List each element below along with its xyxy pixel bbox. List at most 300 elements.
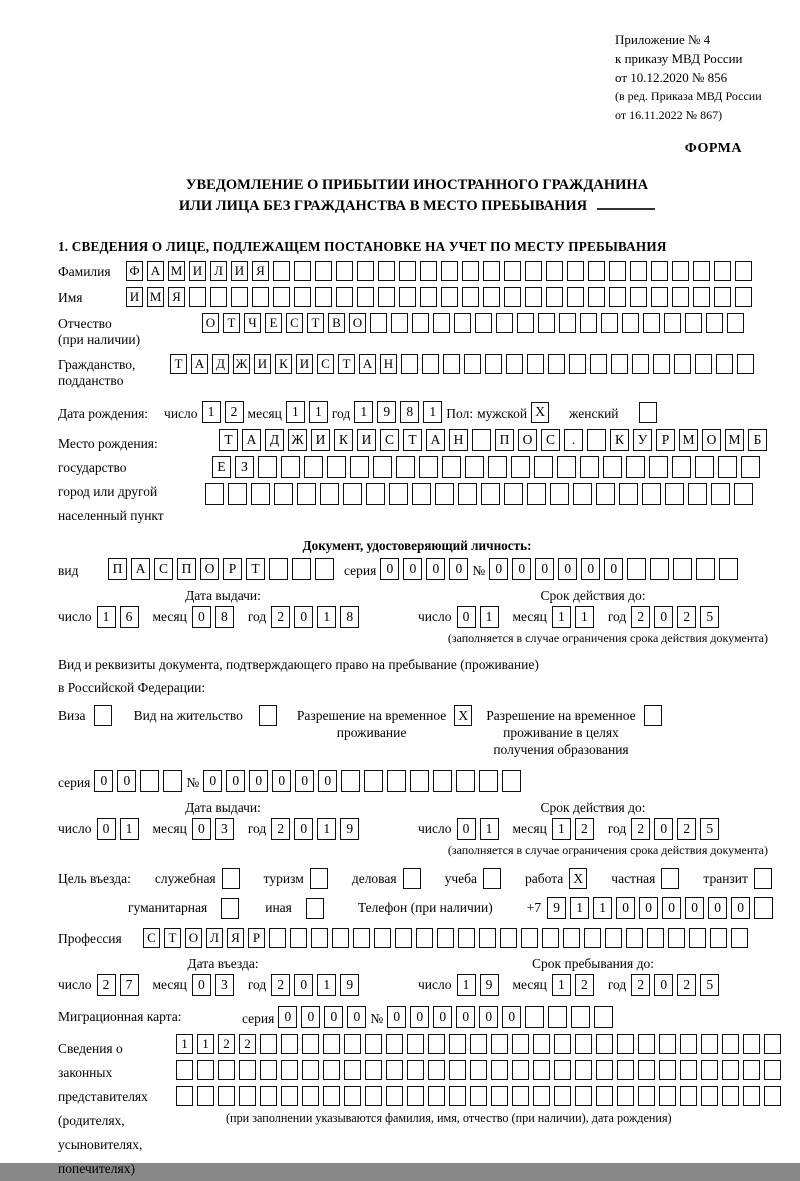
char-box[interactable] <box>374 928 391 948</box>
char-box[interactable] <box>609 287 626 307</box>
char-box[interactable] <box>685 313 702 333</box>
char-box[interactable]: 1 <box>423 401 442 423</box>
char-box[interactable]: 1 <box>570 897 589 919</box>
char-box[interactable] <box>407 1060 424 1080</box>
char-box[interactable]: 0 <box>410 1006 429 1028</box>
char-box[interactable] <box>366 483 385 505</box>
char-box[interactable]: 0 <box>654 606 673 628</box>
char-box[interactable]: И <box>126 287 143 307</box>
purpose-transit-checkbox[interactable] <box>754 868 772 889</box>
purpose-study-checkbox[interactable] <box>483 868 501 889</box>
char-box[interactable]: 0 <box>731 897 750 919</box>
char-box[interactable]: Т <box>219 429 238 451</box>
char-box[interactable] <box>481 483 500 505</box>
char-box[interactable]: Я <box>168 287 185 307</box>
char-box[interactable]: 1 <box>593 897 612 919</box>
char-box[interactable] <box>218 1086 235 1106</box>
char-box[interactable] <box>596 1034 613 1054</box>
char-box[interactable] <box>378 261 395 281</box>
char-box[interactable]: П <box>108 558 127 580</box>
char-box[interactable]: О <box>185 928 202 948</box>
char-box[interactable] <box>642 483 661 505</box>
char-box[interactable] <box>651 287 668 307</box>
char-box[interactable]: А <box>191 354 208 374</box>
char-box[interactable] <box>449 1060 466 1080</box>
char-box[interactable] <box>638 1060 655 1080</box>
char-box[interactable] <box>399 261 416 281</box>
char-box[interactable] <box>315 261 332 281</box>
purpose-humanitarian-checkbox[interactable] <box>221 898 239 919</box>
char-box[interactable]: . <box>564 429 583 451</box>
char-box[interactable] <box>428 1086 445 1106</box>
char-box[interactable] <box>441 261 458 281</box>
representatives-input-row2[interactable] <box>176 1060 781 1080</box>
char-box[interactable]: 2 <box>218 1034 235 1054</box>
char-box[interactable] <box>443 354 460 374</box>
char-box[interactable] <box>464 354 481 374</box>
char-box[interactable] <box>491 1086 508 1106</box>
surname-input[interactable] <box>126 261 752 281</box>
char-box[interactable]: Н <box>380 354 397 374</box>
entry-month-input[interactable] <box>192 974 234 996</box>
char-box[interactable]: М <box>679 429 698 451</box>
char-box[interactable] <box>475 313 492 333</box>
char-box[interactable] <box>483 261 500 281</box>
char-box[interactable] <box>567 287 584 307</box>
char-box[interactable]: Р <box>223 558 242 580</box>
char-box[interactable] <box>470 1034 487 1054</box>
char-box[interactable]: С <box>143 928 160 948</box>
char-box[interactable]: 1 <box>309 401 328 423</box>
char-box[interactable]: А <box>359 354 376 374</box>
char-box[interactable] <box>420 287 437 307</box>
char-box[interactable] <box>353 928 370 948</box>
char-box[interactable] <box>465 456 484 478</box>
char-box[interactable] <box>546 287 563 307</box>
char-box[interactable] <box>357 261 374 281</box>
char-box[interactable]: Д <box>212 354 229 374</box>
char-box[interactable] <box>485 354 502 374</box>
char-box[interactable]: 1 <box>552 974 571 996</box>
permit-issue-day-input[interactable] <box>97 818 139 840</box>
char-box[interactable] <box>378 287 395 307</box>
char-box[interactable]: О <box>702 429 721 451</box>
purpose-private-checkbox[interactable] <box>661 868 679 889</box>
char-box[interactable]: Л <box>210 261 227 281</box>
char-box[interactable] <box>580 456 599 478</box>
char-box[interactable] <box>412 313 429 333</box>
char-box[interactable]: 2 <box>271 818 290 840</box>
char-box[interactable]: П <box>177 558 196 580</box>
stay-month-input[interactable] <box>552 974 594 996</box>
char-box[interactable]: Е <box>212 456 231 478</box>
char-box[interactable] <box>511 456 530 478</box>
char-box[interactable]: 2 <box>575 818 594 840</box>
char-box[interactable]: Н <box>449 429 468 451</box>
char-box[interactable]: 1 <box>197 1034 214 1054</box>
char-box[interactable]: Б <box>748 429 767 451</box>
char-box[interactable] <box>323 1034 340 1054</box>
char-box[interactable]: Я <box>252 261 269 281</box>
char-box[interactable] <box>370 313 387 333</box>
char-box[interactable] <box>701 1034 718 1054</box>
char-box[interactable] <box>205 483 224 505</box>
char-box[interactable]: 0 <box>192 974 211 996</box>
char-box[interactable]: 0 <box>318 770 337 792</box>
char-box[interactable] <box>483 287 500 307</box>
char-box[interactable]: 1 <box>457 974 476 996</box>
char-box[interactable]: Р <box>656 429 675 451</box>
char-box[interactable]: Т <box>223 313 240 333</box>
char-box[interactable]: 0 <box>272 770 291 792</box>
char-box[interactable]: 0 <box>278 1006 297 1028</box>
char-box[interactable] <box>386 1060 403 1080</box>
char-box[interactable]: 0 <box>203 770 222 792</box>
char-box[interactable]: 8 <box>340 606 359 628</box>
char-box[interactable] <box>506 354 523 374</box>
char-box[interactable] <box>435 483 454 505</box>
char-box[interactable]: К <box>610 429 629 451</box>
char-box[interactable] <box>399 287 416 307</box>
char-box[interactable]: 1 <box>120 818 139 840</box>
char-box[interactable] <box>622 313 639 333</box>
char-box[interactable] <box>163 770 182 792</box>
char-box[interactable]: 6 <box>120 606 139 628</box>
char-box[interactable] <box>554 1034 571 1054</box>
char-box[interactable] <box>433 313 450 333</box>
char-box[interactable] <box>365 1086 382 1106</box>
purpose-official-checkbox[interactable] <box>222 868 240 889</box>
char-box[interactable] <box>567 261 584 281</box>
char-box[interactable] <box>365 1060 382 1080</box>
permit-series-input[interactable] <box>94 770 182 792</box>
char-box[interactable]: К <box>334 429 353 451</box>
char-box[interactable]: О <box>202 313 219 333</box>
char-box[interactable] <box>343 483 362 505</box>
char-box[interactable] <box>364 770 383 792</box>
char-box[interactable]: О <box>518 429 537 451</box>
char-box[interactable] <box>743 1086 760 1106</box>
char-box[interactable] <box>764 1034 781 1054</box>
char-box[interactable] <box>365 1034 382 1054</box>
char-box[interactable] <box>442 456 461 478</box>
char-box[interactable] <box>456 770 475 792</box>
purpose-other-checkbox[interactable] <box>306 898 324 919</box>
givenname-input[interactable] <box>126 287 752 307</box>
char-box[interactable] <box>719 558 738 580</box>
char-box[interactable] <box>650 558 669 580</box>
char-box[interactable] <box>407 1034 424 1054</box>
char-box[interactable]: Р <box>248 928 265 948</box>
char-box[interactable]: 5 <box>700 974 719 996</box>
char-box[interactable]: 5 <box>700 606 719 628</box>
char-box[interactable] <box>594 1006 613 1028</box>
char-box[interactable] <box>626 928 643 948</box>
char-box[interactable]: 7 <box>120 974 139 996</box>
char-box[interactable]: 0 <box>639 897 658 919</box>
char-box[interactable] <box>210 287 227 307</box>
char-box[interactable]: Я <box>227 928 244 948</box>
char-box[interactable]: 9 <box>340 818 359 840</box>
char-box[interactable] <box>696 558 715 580</box>
char-box[interactable] <box>470 1060 487 1080</box>
char-box[interactable] <box>433 770 452 792</box>
char-box[interactable] <box>269 928 286 948</box>
char-box[interactable]: 2 <box>677 974 696 996</box>
char-box[interactable] <box>410 770 429 792</box>
profession-input[interactable] <box>143 928 748 948</box>
char-box[interactable] <box>344 1034 361 1054</box>
char-box[interactable] <box>630 287 647 307</box>
char-box[interactable] <box>218 1060 235 1080</box>
char-box[interactable] <box>659 1034 676 1054</box>
char-box[interactable] <box>389 483 408 505</box>
char-box[interactable] <box>550 483 569 505</box>
char-box[interactable] <box>554 1086 571 1106</box>
char-box[interactable]: 0 <box>457 606 476 628</box>
char-box[interactable]: 0 <box>662 897 681 919</box>
char-box[interactable]: Е <box>265 313 282 333</box>
char-box[interactable] <box>395 928 412 948</box>
char-box[interactable] <box>273 261 290 281</box>
char-box[interactable] <box>527 483 546 505</box>
char-box[interactable]: 0 <box>616 897 635 919</box>
char-box[interactable] <box>422 354 439 374</box>
representatives-input-row1[interactable] <box>176 1034 781 1054</box>
char-box[interactable]: И <box>357 429 376 451</box>
char-box[interactable]: С <box>541 429 560 451</box>
char-box[interactable] <box>525 1006 544 1028</box>
char-box[interactable]: 0 <box>433 1006 452 1028</box>
char-box[interactable] <box>258 456 277 478</box>
char-box[interactable] <box>341 770 360 792</box>
char-box[interactable]: 0 <box>535 558 554 580</box>
char-box[interactable]: В <box>328 313 345 333</box>
char-box[interactable] <box>412 483 431 505</box>
char-box[interactable] <box>239 1060 256 1080</box>
char-box[interactable] <box>643 313 660 333</box>
char-box[interactable]: 0 <box>295 770 314 792</box>
char-box[interactable] <box>659 1086 676 1106</box>
char-box[interactable] <box>344 1086 361 1106</box>
char-box[interactable] <box>665 483 684 505</box>
char-box[interactable]: 0 <box>117 770 136 792</box>
char-box[interactable] <box>575 1086 592 1106</box>
char-box[interactable] <box>472 429 491 451</box>
char-box[interactable]: 9 <box>480 974 499 996</box>
char-box[interactable]: 0 <box>294 974 313 996</box>
char-box[interactable] <box>428 1034 445 1054</box>
char-box[interactable] <box>548 354 565 374</box>
char-box[interactable] <box>189 287 206 307</box>
char-box[interactable]: 2 <box>271 606 290 628</box>
char-box[interactable]: 0 <box>512 558 531 580</box>
char-box[interactable] <box>653 354 670 374</box>
char-box[interactable]: 0 <box>94 770 113 792</box>
char-box[interactable] <box>344 1060 361 1080</box>
char-box[interactable]: 1 <box>176 1034 193 1054</box>
char-box[interactable] <box>722 1034 739 1054</box>
char-box[interactable] <box>603 456 622 478</box>
permit-valid-day-input[interactable] <box>457 818 499 840</box>
char-box[interactable]: 1 <box>317 606 336 628</box>
char-box[interactable] <box>512 1034 529 1054</box>
char-box[interactable] <box>722 1086 739 1106</box>
char-box[interactable] <box>664 313 681 333</box>
char-box[interactable] <box>548 1006 567 1028</box>
purpose-business-checkbox[interactable] <box>403 868 421 889</box>
char-box[interactable] <box>596 483 615 505</box>
permit-issue-month-input[interactable] <box>192 818 234 840</box>
char-box[interactable] <box>491 1060 508 1080</box>
char-box[interactable] <box>609 261 626 281</box>
char-box[interactable] <box>588 261 605 281</box>
char-box[interactable] <box>638 1034 655 1054</box>
char-box[interactable]: А <box>426 429 445 451</box>
char-box[interactable] <box>764 1060 781 1080</box>
char-box[interactable] <box>533 1034 550 1054</box>
char-box[interactable]: И <box>296 354 313 374</box>
char-box[interactable] <box>714 261 731 281</box>
residence-permit-checkbox[interactable] <box>259 705 277 726</box>
char-box[interactable] <box>695 354 712 374</box>
char-box[interactable] <box>462 287 479 307</box>
char-box[interactable] <box>617 1086 634 1106</box>
char-box[interactable]: Ч <box>244 313 261 333</box>
char-box[interactable] <box>575 1034 592 1054</box>
patronymic-input[interactable] <box>202 313 744 333</box>
char-box[interactable] <box>590 354 607 374</box>
char-box[interactable] <box>470 1086 487 1106</box>
citizenship-input[interactable] <box>170 354 754 374</box>
char-box[interactable]: Т <box>338 354 355 374</box>
doc-number-input[interactable] <box>489 558 738 580</box>
char-box[interactable] <box>252 287 269 307</box>
char-box[interactable]: 0 <box>456 1006 475 1028</box>
char-box[interactable] <box>140 770 159 792</box>
doc-kind-input[interactable] <box>108 558 334 580</box>
char-box[interactable] <box>701 1060 718 1080</box>
char-box[interactable]: 8 <box>215 606 234 628</box>
char-box[interactable] <box>651 261 668 281</box>
char-box[interactable] <box>611 354 628 374</box>
char-box[interactable]: Т <box>246 558 265 580</box>
char-box[interactable] <box>441 287 458 307</box>
char-box[interactable] <box>673 558 692 580</box>
char-box[interactable]: Д <box>265 429 284 451</box>
char-box[interactable] <box>695 456 714 478</box>
char-box[interactable] <box>454 313 471 333</box>
char-box[interactable] <box>437 928 454 948</box>
char-box[interactable] <box>269 558 288 580</box>
char-box[interactable] <box>315 558 334 580</box>
char-box[interactable]: 1 <box>480 818 499 840</box>
phone-input[interactable] <box>547 897 773 919</box>
char-box[interactable] <box>649 456 668 478</box>
char-box[interactable] <box>500 928 517 948</box>
char-box[interactable] <box>396 456 415 478</box>
char-box[interactable] <box>428 1060 445 1080</box>
char-box[interactable] <box>228 483 247 505</box>
char-box[interactable] <box>311 928 328 948</box>
char-box[interactable]: 2 <box>631 818 650 840</box>
char-box[interactable]: У <box>633 429 652 451</box>
doc-valid-year-input[interactable] <box>631 606 719 628</box>
char-box[interactable] <box>559 313 576 333</box>
char-box[interactable]: И <box>231 261 248 281</box>
char-box[interactable] <box>619 483 638 505</box>
char-box[interactable] <box>605 928 622 948</box>
char-box[interactable]: И <box>254 354 271 374</box>
char-box[interactable] <box>534 456 553 478</box>
char-box[interactable]: 1 <box>317 818 336 840</box>
char-box[interactable]: 2 <box>239 1034 256 1054</box>
char-box[interactable] <box>626 456 645 478</box>
doc-valid-month-input[interactable] <box>552 606 594 628</box>
char-box[interactable] <box>731 928 748 948</box>
char-box[interactable] <box>197 1086 214 1106</box>
char-box[interactable]: 1 <box>202 401 221 423</box>
char-box[interactable] <box>521 928 538 948</box>
char-box[interactable] <box>718 456 737 478</box>
char-box[interactable] <box>387 770 406 792</box>
char-box[interactable] <box>680 1060 697 1080</box>
char-box[interactable] <box>294 261 311 281</box>
representatives-input-row3[interactable] <box>176 1086 781 1106</box>
char-box[interactable] <box>512 1060 529 1080</box>
char-box[interactable] <box>504 483 523 505</box>
char-box[interactable]: И <box>189 261 206 281</box>
char-box[interactable] <box>496 313 513 333</box>
birthplace-input-row2[interactable] <box>212 456 767 478</box>
entry-year-input[interactable] <box>271 974 359 996</box>
char-box[interactable] <box>517 313 534 333</box>
char-box[interactable] <box>176 1060 193 1080</box>
char-box[interactable] <box>281 1034 298 1054</box>
stay-day-input[interactable] <box>457 974 499 996</box>
char-box[interactable] <box>668 928 685 948</box>
char-box[interactable]: С <box>317 354 334 374</box>
char-box[interactable] <box>479 770 498 792</box>
char-box[interactable] <box>571 1006 590 1028</box>
char-box[interactable]: С <box>154 558 173 580</box>
char-box[interactable] <box>688 483 707 505</box>
rvp-education-checkbox[interactable] <box>644 705 662 726</box>
char-box[interactable] <box>693 261 710 281</box>
char-box[interactable] <box>743 1034 760 1054</box>
char-box[interactable]: 0 <box>479 1006 498 1028</box>
permit-issue-year-input[interactable] <box>271 818 359 840</box>
char-box[interactable] <box>251 483 270 505</box>
char-box[interactable] <box>689 928 706 948</box>
char-box[interactable]: 0 <box>226 770 245 792</box>
permit-number-input[interactable] <box>203 770 521 792</box>
char-box[interactable] <box>336 261 353 281</box>
char-box[interactable] <box>458 928 475 948</box>
char-box[interactable] <box>737 354 754 374</box>
purpose-work-checkbox[interactable]: X <box>569 868 587 889</box>
char-box[interactable]: П <box>495 429 514 451</box>
char-box[interactable]: 0 <box>654 818 673 840</box>
char-box[interactable]: С <box>380 429 399 451</box>
stay-year-input[interactable] <box>631 974 719 996</box>
char-box[interactable] <box>734 483 753 505</box>
char-box[interactable] <box>504 261 521 281</box>
char-box[interactable] <box>336 287 353 307</box>
char-box[interactable]: О <box>349 313 366 333</box>
char-box[interactable] <box>357 287 374 307</box>
char-box[interactable] <box>304 456 323 478</box>
